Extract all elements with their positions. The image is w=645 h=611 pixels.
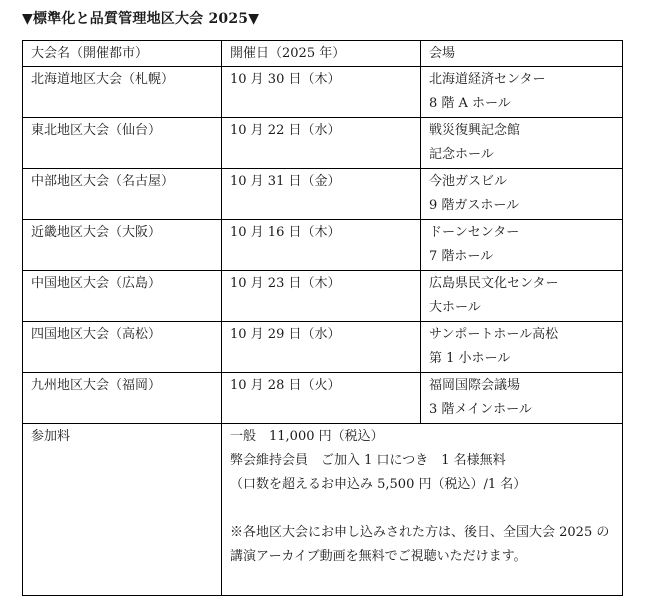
venue-line-2: 8 階 A ホール xyxy=(429,96,511,111)
event-venue-cell xyxy=(421,169,623,220)
fee-row xyxy=(23,424,623,596)
event-venue-cell xyxy=(421,373,623,424)
event-date-cell: 10 月 31 日（金） xyxy=(222,169,421,220)
fee-general: 一般 11,000 円（税込） xyxy=(230,429,384,444)
event-venue-cell xyxy=(421,118,623,169)
event-name-cell: 近畿地区大会（大阪） xyxy=(23,220,222,271)
fee-member: 弊会維持会員 ご加入 1 口につき 1 名様無料 xyxy=(230,453,506,468)
event-date-cell: 10 月 16 日（木） xyxy=(222,220,421,271)
table-row xyxy=(23,322,623,373)
event-venue-cell xyxy=(421,220,623,271)
event-date-cell: 10 月 30 日（木） xyxy=(222,67,421,118)
header-date: 開催日（2025 年） xyxy=(222,41,421,67)
fee-details xyxy=(222,424,623,596)
venue-line-2: 3 階メインホール xyxy=(429,402,532,417)
event-name-cell: 九州地区大会（福岡） xyxy=(23,373,222,424)
table-row xyxy=(23,67,623,118)
header-venue: 会場 xyxy=(421,41,623,67)
table-row xyxy=(23,220,623,271)
venue-line-1: 広島県民文化センター xyxy=(429,276,559,291)
venue-line-1: 戦災復興記念館 xyxy=(429,123,521,138)
venue-line-2: 記念ホール xyxy=(429,147,494,162)
fee-extra: （口数を超えるお申込み 5,500 円（税込）/1 名） xyxy=(230,477,527,492)
page-title: ▼標準化と品質管理地区大会 2025▼ xyxy=(22,11,260,27)
table-row xyxy=(23,271,623,322)
table-header-row xyxy=(23,41,623,67)
event-venue-cell xyxy=(421,67,623,118)
schedule-table xyxy=(22,40,623,596)
event-name-cell: 四国地区大会（高松） xyxy=(23,322,222,373)
fee-note: ※各地区大会にお申し込みされた方は、後日、全国大会 2025 の講演アーカイブ動画を無料でご視聴いただけます。 xyxy=(230,525,610,564)
venue-line-2: 7 階ホール xyxy=(429,249,494,264)
fee-label: 参加料 xyxy=(23,424,222,596)
venue-line-1: 福岡国際会議場 xyxy=(429,378,521,393)
event-date-cell: 10 月 28 日（火） xyxy=(222,373,421,424)
header-event-name: 大会名（開催都市） xyxy=(23,41,222,67)
table-row xyxy=(23,169,623,220)
event-name-cell: 東北地区大会（仙台） xyxy=(23,118,222,169)
venue-line-2: 大ホール xyxy=(429,300,481,315)
fee-spacer xyxy=(230,497,614,521)
event-venue-cell xyxy=(421,271,623,322)
venue-line-2: 第 1 小ホール xyxy=(429,351,511,366)
event-venue-cell xyxy=(421,322,623,373)
event-date-cell: 10 月 22 日（水） xyxy=(222,118,421,169)
event-date-cell: 10 月 29 日（水） xyxy=(222,322,421,373)
event-name-cell: 北海道地区大会（札幌） xyxy=(23,67,222,118)
venue-line-1: 今池ガスビル xyxy=(429,174,508,189)
venue-line-2: 9 階ガスホール xyxy=(429,198,520,213)
venue-line-1: サンポートホール高松 xyxy=(429,327,559,342)
venue-line-1: 北海道経済センター xyxy=(429,72,546,87)
event-name-cell: 中部地区大会（名古屋） xyxy=(23,169,222,220)
event-date-cell: 10 月 23 日（木） xyxy=(222,271,421,322)
table-row xyxy=(23,118,623,169)
event-name-cell: 中国地区大会（広島） xyxy=(23,271,222,322)
table-row xyxy=(23,373,623,424)
venue-line-1: ドーンセンター xyxy=(429,225,520,240)
